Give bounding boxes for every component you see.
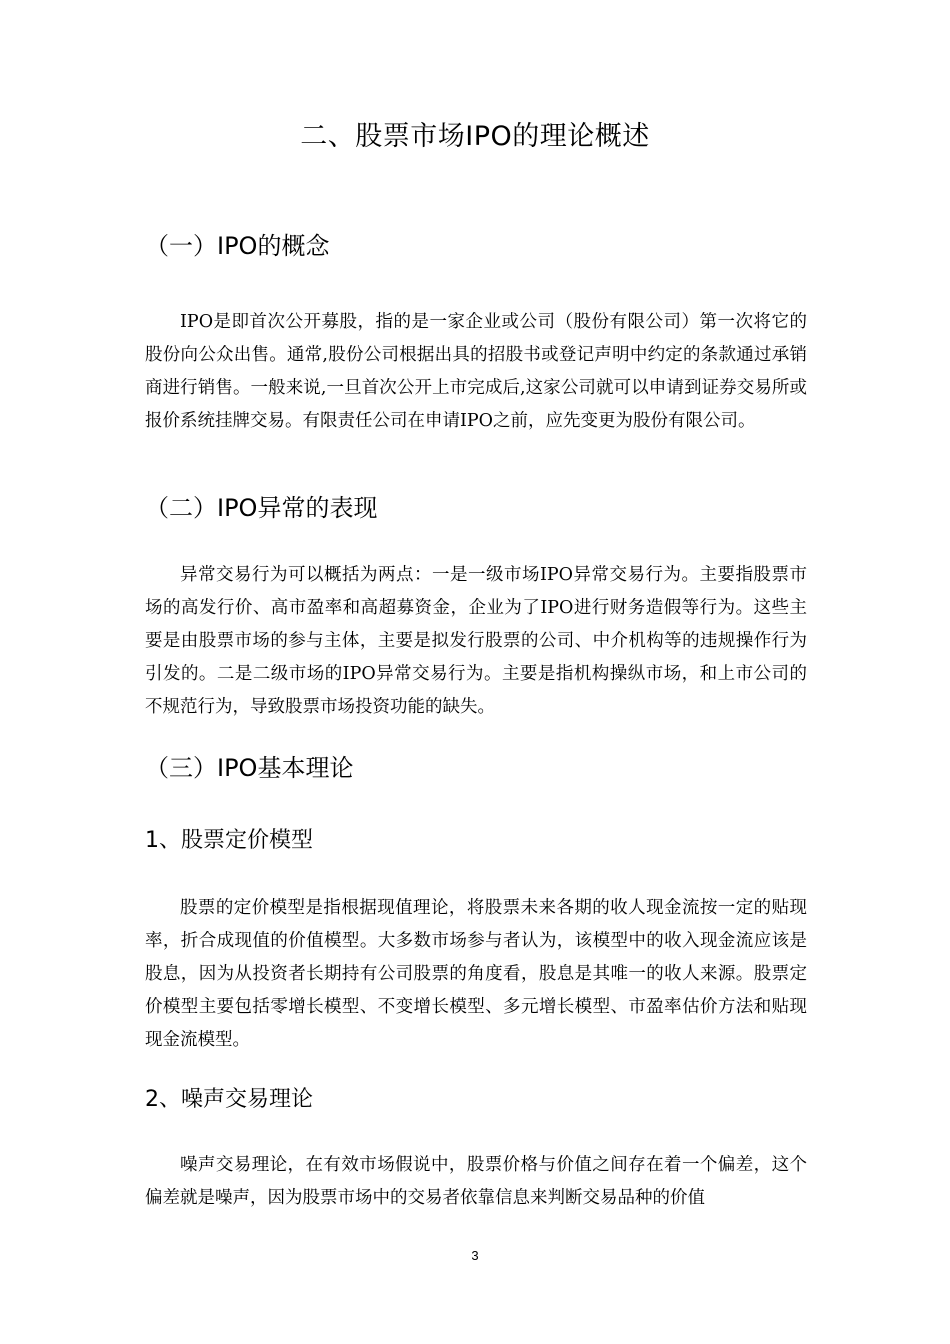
page-number: 3 <box>471 1248 479 1263</box>
subsection-heading-noise-trading: 2、噪声交易理论 <box>145 1087 313 1112</box>
paragraph-pricing-model: 股票的定价模型是指根据现值理论，将股票未来各期的收人现金流按一定的贴现率，折合成现值的价值模型。大多数市场参与者认为，该模型中的收入现金流应该是股息，因为从投资者长期持有公司股票的角度看，股息是其唯一的收人来源。股票定价模型主要包括零增长模型、不变增长模型、多元增长模型、市盈率估价方法和贴现现金流模型。 <box>145 898 807 1050</box>
section-heading-concept: （一）IPO的概念 <box>145 232 330 260</box>
paragraph-anomaly: 异常交易行为可以概括为两点：一是一级市场IPO异常交易行为。主要指股票市场的高发行价、高市盈率和高超募资金，企业为了IPO进行财务造假等行为。这些主要是由股票市场的参与主体，主要是拟发行股票的公司、中介机构等的违规操作行为引发的。二是二级市场的IPO异常交易行为。主要是指机构操纵市场，和上市公司的不规范行为，导致股票市场投资功能的缺失。 <box>145 565 807 717</box>
section-heading-theory: （三）IPO基本理论 <box>145 754 354 782</box>
subsection-heading-pricing-model: 1、股票定价模型 <box>145 828 313 853</box>
section-heading-anomaly: （二）IPO异常的表现 <box>145 494 378 522</box>
paragraph-noise-trading: 噪声交易理论，在有效市场假说中，股票价格与价值之间存在着一个偏差，这个偏差就是噪声，因为股票市场中的交易者依靠信息来判断交易品种的价值 <box>145 1155 807 1208</box>
paragraph-concept: IPO是即首次公开募股，指的是一家企业或公司（股份有限公司）第一次将它的股份向公众出售。通常,股份公司根据出具的招股书或登记声明中约定的条款通过承销商进行销售。一般来说,一旦首次公开上市完成后,这家公司就可以申请到证券交易所或报价系统挂牌交易。有限责任公司在申请IPO之前，应先变更为股份有限公司。 <box>145 312 807 431</box>
chapter-title: 二、股票市场IPO的理论概述 <box>300 121 650 152</box>
